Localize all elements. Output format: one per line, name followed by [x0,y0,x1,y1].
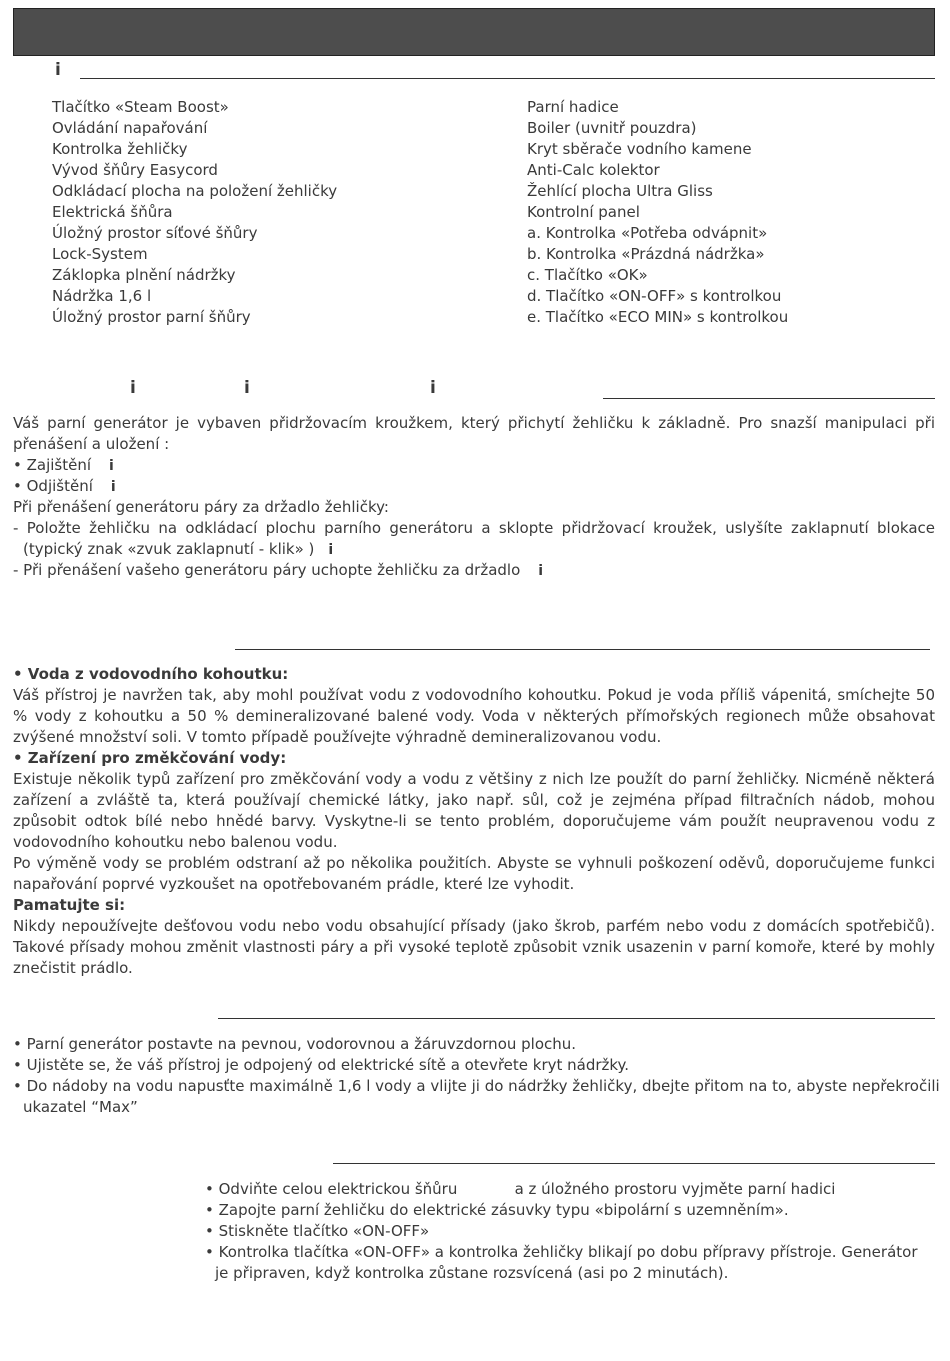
part-item: Záklopka plnění nádržky [52,266,236,284]
water-section [13,664,935,979]
section-rule-parts [80,78,935,79]
part-item: d. Tlačítko «ON-OFF» s kontrolkou [527,287,782,305]
section-rule-prepare [333,1163,935,1164]
lock-item-text: • Zajištění [13,456,92,474]
softener-text: Existuje několik typů zařízení pro změkčování vody a vodu z většiny z nich lze použít do parní žehličky. Nicméně některá zařízení a zvláště ta, která používají chemické látky, jako např. sůl, což je zejména případ filtračních nádob, mohou způsobit odtok bílé nebo hnědé barvy. Vyskytne-li se tento problém, doporučujeme vám použít neupravenou vodu z vodovodního kohoutku nebo balenou vodu. [13,770,935,851]
carry-intro: Při přenášení generátoru páry za držadlo žehličky: [13,498,389,516]
parts-list-left [52,97,337,328]
part-item: Kryt sběrače vodního kamene [527,140,752,158]
part-item: Žehlící plocha Ultra Gliss [527,182,713,200]
carry-step-2-marker: i [538,563,544,579]
section-rule-fill [218,1018,935,1019]
lock-item-marker: i [109,458,114,474]
part-item: Vývod šňůry Easycord [52,161,218,179]
carry-step-2-text: - Při přenášení vašeho generátoru páry uchopte žehličku za držadlo [13,561,521,579]
part-item: Úložný prostor parní šňůry [52,308,251,326]
fill-item-cont: ukazatel “Max” [23,1098,138,1116]
part-item: Boiler (uvnitř pouzdra) [527,119,697,137]
carry-step-1-cont-text: (typický znak «zvuk zaklapnutí - klik» ) [23,540,315,558]
part-item: Elektrická šňůra [52,203,173,221]
prepare-item: • Zapojte parní žehličku do elektrické zásuvky typu «bipolární s uzemněním». [205,1201,789,1219]
carry-step-1: - Položte žehličku na odkládací plochu parního generátoru a sklopte přidržovací kroužek, uslyšíte zaklapnutí blokace [13,519,935,537]
softener-heading: • Zařízení pro změkčování vody: [13,749,287,767]
section-marker-lock-1: i [130,378,136,398]
unlock-item-marker: i [110,479,116,495]
fill-section [13,1034,940,1118]
part-item: Tlačítko «Steam Boost» [52,98,229,116]
fill-item: • Ujistěte se, že váš přístroj je odpojený od elektrické sítě a otevřete kryt nádržky. [13,1056,630,1074]
prepare-item: • Odviňte celou elektrickou šňůru a z úložného prostoru vyjměte parní hadici [205,1180,836,1198]
prepare-section [205,1179,935,1284]
part-item: c. Tlačítko «OK» [527,266,648,284]
remember-text: Nikdy nepoužívejte dešťovou vodu nebo vodu obsahující přísady (jako škrob, parfém nebo vodu z domácích spotřebičů). Takové přísady mohou změnit vlastnosti páry a při vysoké teplotě způsobit vznik usazenin v parní komoře, které by mohly znečistit prádlo. [13,917,935,977]
part-item: Kontrolka žehličky [52,140,188,158]
carry-step-1-cont [13,539,935,560]
section-marker-lock-3: i [430,378,436,398]
tap-water-text: Váš přístroj je navržen tak, aby mohl používat vodu z vodovodního kohoutku. Pokud je voda příliš vápenitá, smíchejte 50 % vody z kohoutku a 50 % demineralizované balené vody. Voda v některých přímořských regionech může obsahovat zvýšené množství soli. V tomto případě používejte výhradně demineralizovanou vodu. [13,686,935,746]
part-item: Anti-Calc kolektor [527,161,660,179]
part-item: Úložný prostor síťové šňůry [52,224,258,242]
lock-intro: Váš parní generátor je vybaven přidržovacím kroužkem, který přichytí žehličku k základně. Pro snazší manipulaci při přenášení a uložení : [13,414,935,453]
carry-step-2 [13,560,935,581]
prepare-item-cont: je připraven, když kontrolka zůstane rozsvícená (asi po 2 minutách). [215,1264,729,1282]
unlock-item-text: • Odjištění [13,477,93,495]
section-rule-water [235,649,930,650]
tap-water-heading: • Voda z vodovodního kohoutku: [13,665,289,683]
part-item: Ovládání napařování [52,119,208,137]
unlock-item [13,476,935,497]
part-item: Lock-System [52,245,148,263]
fill-item: • Parní generátor postavte na pevnou, vodorovnou a žáruvzdornou plochu. [13,1035,577,1053]
part-item: b. Kontrolka «Prázdná nádržka» [527,245,765,263]
part-item: Nádržka 1,6 l [52,287,152,305]
part-item: e. Tlačítko «ECO MIN» s kontrolkou [527,308,789,326]
prepare-item: • Kontrolka tlačítka «ON-OFF» a kontrolka žehličky blikají po dobu přípravy přístroje. Generátor [205,1243,918,1261]
part-item: a. Kontrolka «Potřeba odvápnit» [527,224,768,242]
lock-item [13,455,935,476]
lock-section [13,413,935,581]
parts-list-right [527,97,788,328]
prepare-item: • Stiskněte tlačítko «ON-OFF» [205,1222,430,1240]
softener-text-2: Po výměně vody se problém odstraní až po několika použitích. Abyste se vyhnuli poškození oděvů, doporučujeme funkci napařování poprvé vyzkoušet na opotřebovaném prádle, které lze vyhodit. [13,854,935,893]
fill-item: • Do nádoby na vodu napusťte maximálně 1,6 l vody a vlijte ji do nádržky žehličky, dbejte přitom na to, abyste nepřekročili [13,1077,940,1095]
section-marker-lock-2: i [244,378,250,398]
carry-step-1-marker: i [328,542,334,558]
section-marker-parts: i [55,60,61,80]
part-item: Kontrolní panel [527,203,640,221]
part-item: Odkládací plocha na položení žehličky [52,182,338,200]
part-item: Parní hadice [527,98,619,116]
section-rule-lock [603,398,935,399]
remember-heading: Pamatujte si: [13,896,126,914]
header-bar [13,8,935,56]
